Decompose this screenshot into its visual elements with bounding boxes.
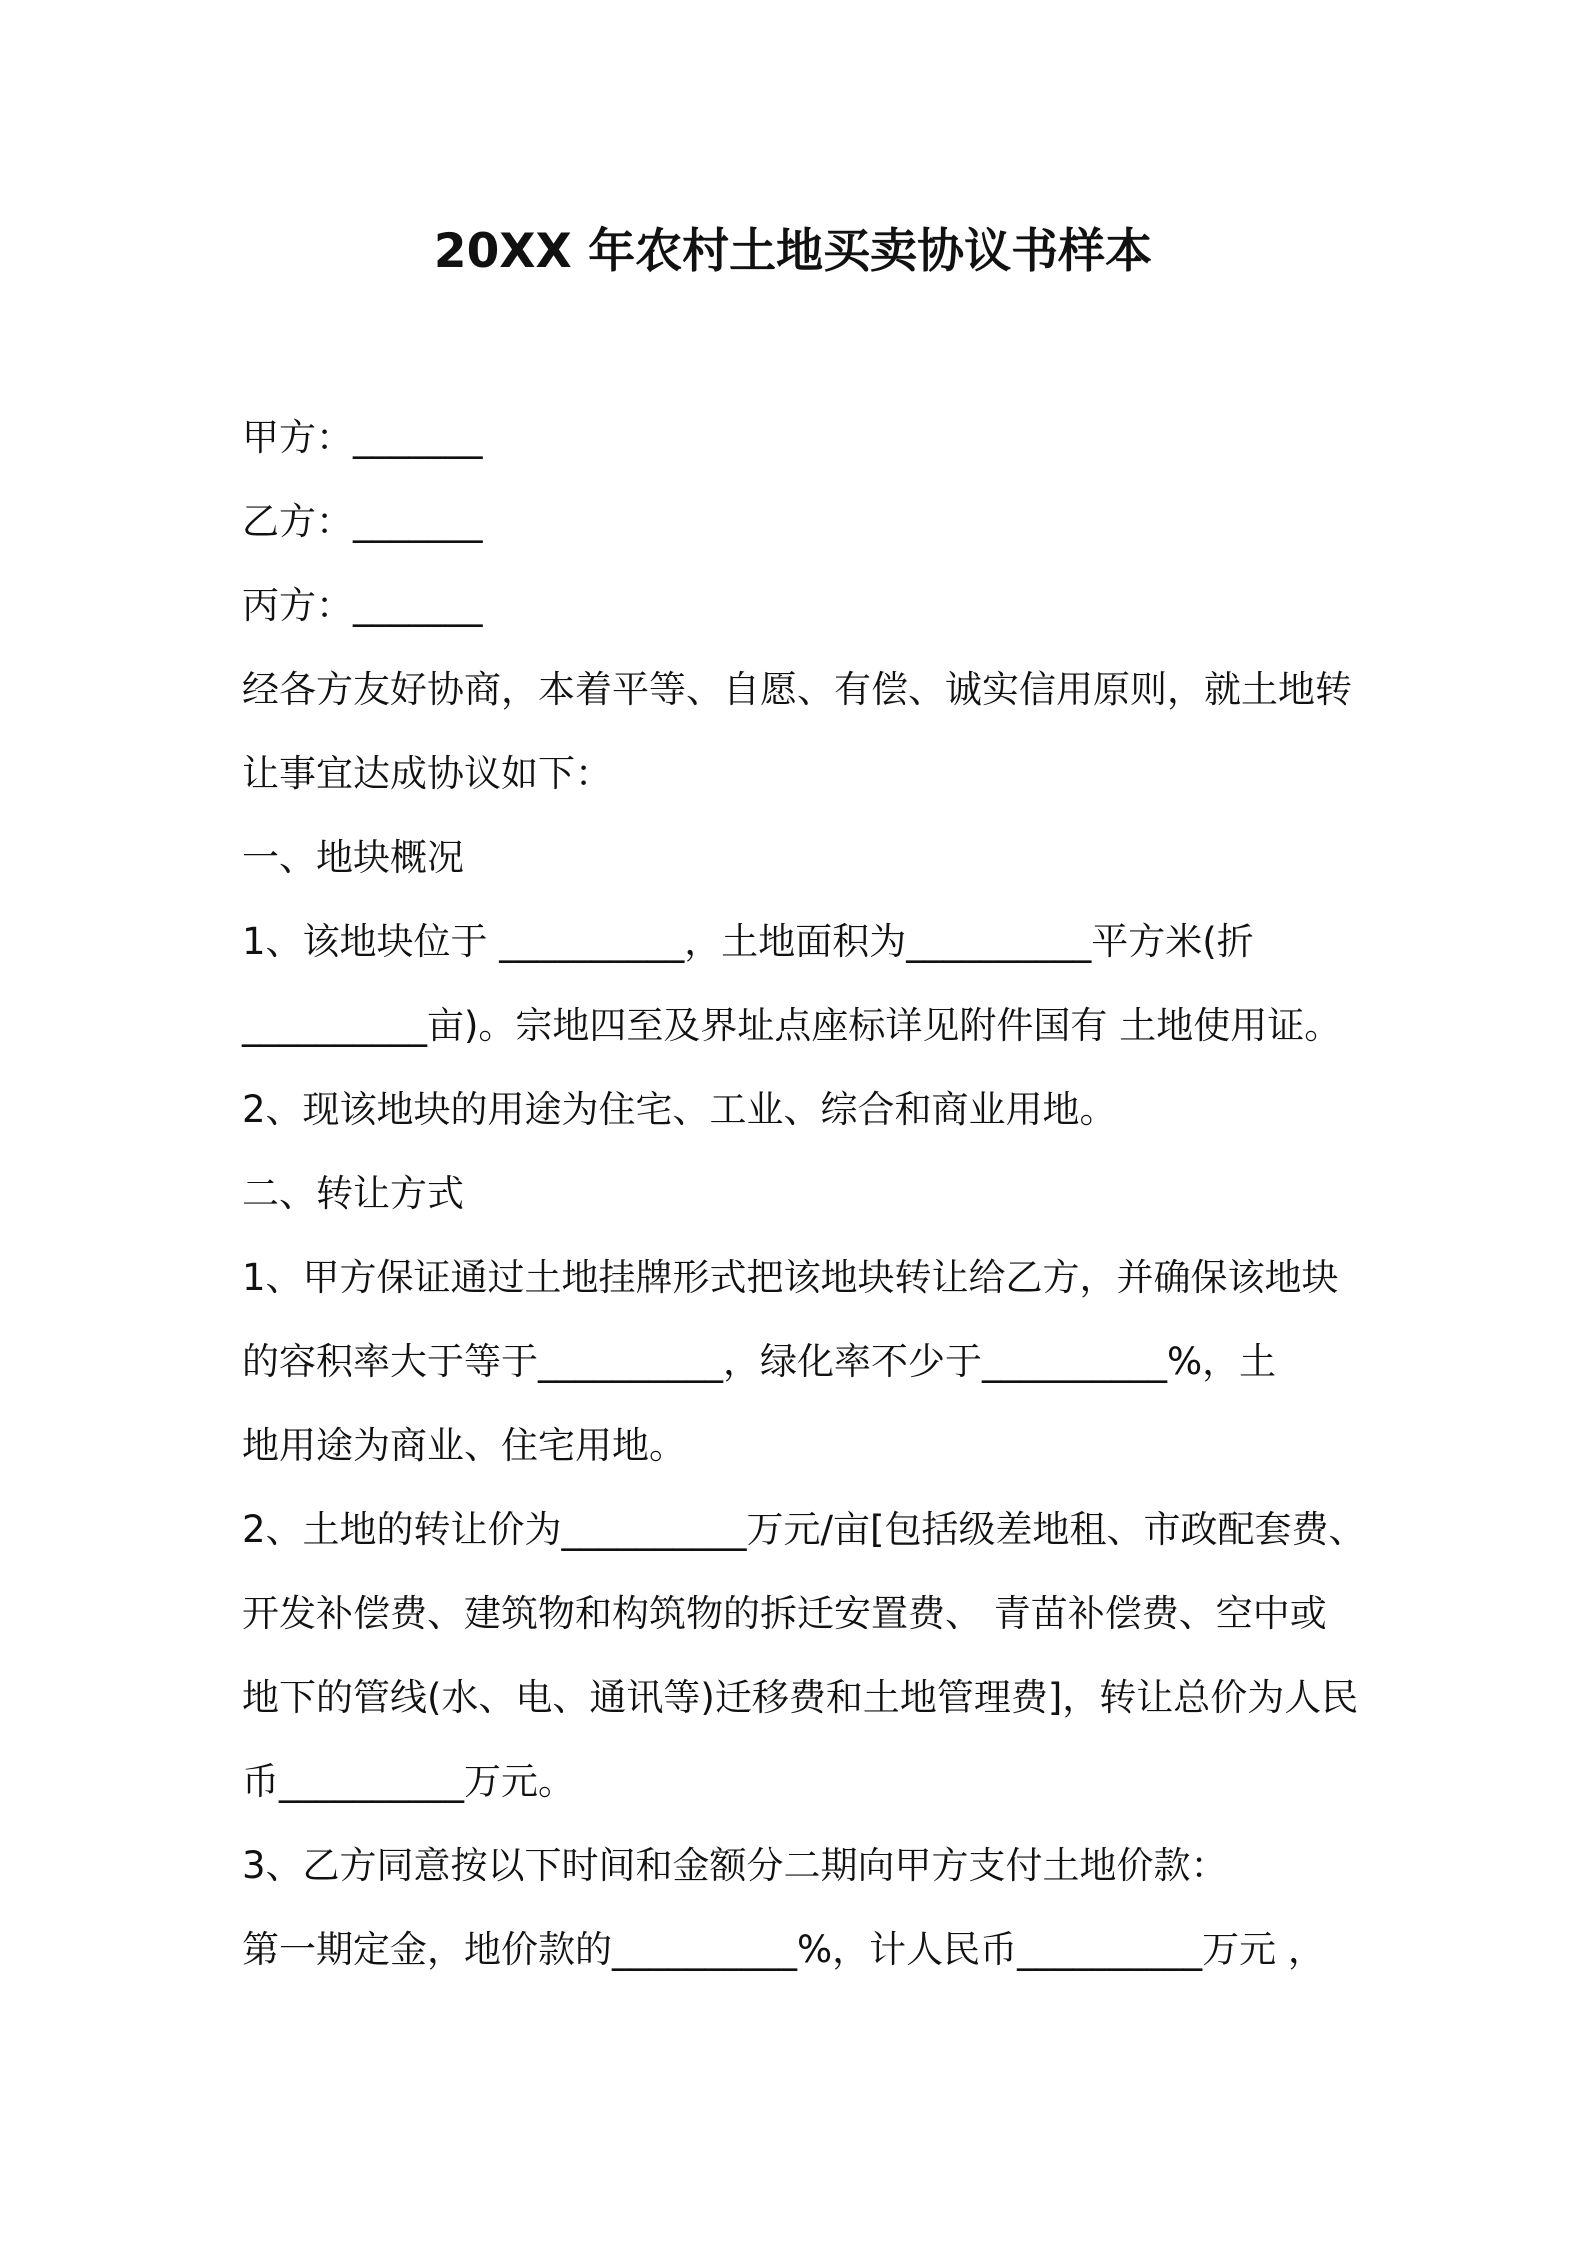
first-payment-line: 第一期定金，地价款的__________%，计人民币__________万元 ， bbox=[242, 1928, 1325, 1971]
section-heading-2: 二、转让方式 bbox=[242, 1172, 464, 1215]
clause-1-1-line-2: __________亩)。宗地四至及界址点座标详见附件国有 土地使用证。 bbox=[242, 1004, 1342, 1047]
preamble-line-2: 让事宜达成协议如下： bbox=[242, 752, 612, 795]
clause-1-1-line-1: 1、该地块位于 __________，土地面积为__________平方米(折 bbox=[242, 920, 1254, 963]
party-b-line: 乙方：_______ bbox=[242, 500, 483, 543]
party-a-line: 甲方：_______ bbox=[242, 416, 483, 459]
clause-2-1-line-3: 地用途为商业、住宅用地。 bbox=[242, 1424, 686, 1467]
clause-2-2-line-3: 地下的管线(水、电、通讯等)迁移费和土地管理费]，转让总价为人民 bbox=[242, 1676, 1359, 1719]
clause-1-2-line: 2、现该地块的用途为住宅、工业、综合和商业用地。 bbox=[242, 1088, 1117, 1131]
section-heading-1: 一、地块概况 bbox=[242, 836, 464, 879]
party-c-line: 丙方：_______ bbox=[242, 584, 483, 627]
clause-2-1-line-1: 1、甲方保证通过土地挂牌形式把该地块转让给乙方，并确保该地块 bbox=[242, 1256, 1339, 1299]
preamble-line-1: 经各方友好协商，本着平等、自愿、有偿、诚实信用原则，就土地转 bbox=[242, 668, 1352, 711]
clause-2-3-line: 3、乙方同意按以下时间和金额分二期向甲方支付土地价款： bbox=[242, 1844, 1228, 1887]
clause-2-1-line-2: 的容积率大于等于__________，绿化率不少于__________%，土 bbox=[242, 1340, 1277, 1383]
document-title: 20XX 年农村土地买卖协议书样本 bbox=[433, 224, 1153, 279]
clause-2-2-line-2: 开发补偿费、建筑物和构筑物的拆迁安置费、 青苗补偿费、空中或 bbox=[242, 1592, 1327, 1635]
clause-2-2-line-4: 币__________万元。 bbox=[242, 1760, 575, 1803]
clause-2-2-line-1: 2、土地的转让价为__________万元/亩[包括级差地租、市政配套费、 bbox=[242, 1508, 1366, 1551]
